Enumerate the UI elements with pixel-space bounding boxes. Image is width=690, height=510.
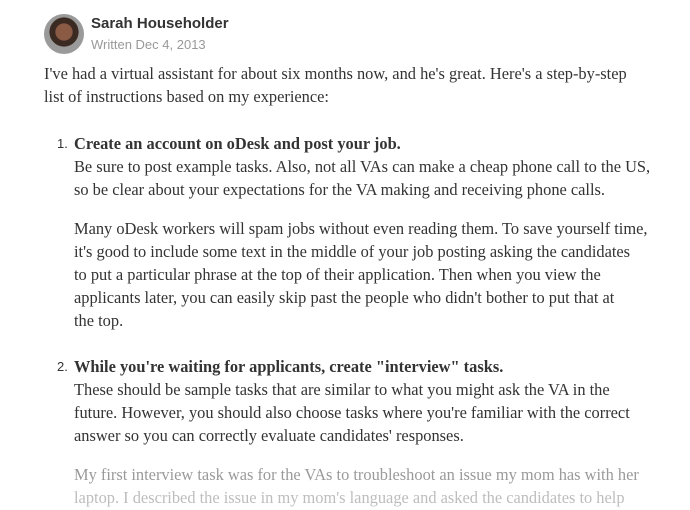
text-line: answer so you can correctly evaluate candidates' responses. — [74, 426, 464, 445]
author-name[interactable]: Sarah Householder — [91, 15, 229, 32]
list-number: 1. — [57, 136, 68, 151]
list-item-heading: While you're waiting for applicants, create "interview" tasks. — [74, 357, 504, 376]
text-line: My first interview task was for the VAs to troubleshoot an issue my mom has with her — [74, 465, 639, 484]
text-line: it's good to include some text in the middle of your job posting asking the candidates — [74, 242, 631, 261]
list-item-heading: Create an account on oDesk and post your job. — [74, 134, 401, 153]
text-line: list of instructions based on my experience: — [44, 87, 329, 106]
text-line: future. However, you should also choose tasks where you're familiar with the correct — [74, 403, 630, 422]
text-line: These should be sample tasks that are similar to what you might ask the VA in the — [74, 380, 610, 399]
list-number: 2. — [57, 359, 68, 374]
text-line: laptop. I described the issue in my mom's language and asked the candidates to help — [74, 488, 625, 507]
paragraph — [74, 463, 684, 509]
text-line: the top. — [74, 311, 124, 330]
written-date[interactable]: Written Dec 4, 2013 — [91, 37, 206, 52]
text-line: to put a particular phrase at the top of their application. Then when you view the — [74, 265, 601, 284]
answer-body — [44, 62, 684, 509]
list-item — [44, 355, 684, 509]
list-item — [44, 132, 684, 332]
author-avatar[interactable] — [44, 14, 84, 54]
text-line: applicants later, you can easily skip past the people who didn't bother to put that at — [74, 288, 615, 307]
intro-paragraph — [44, 62, 684, 108]
text-line: so be clear about your expectations for the VA making and receiving phone calls. — [74, 180, 606, 199]
text-line: Be sure to post example tasks. Also, not all VAs can make a cheap phone call to the US, — [74, 157, 651, 176]
text-line: I've had a virtual assistant for about six months now, and he's great. Here's a step-by-step — [44, 64, 627, 83]
paragraph — [74, 217, 684, 332]
text-line: Many oDesk workers will spam jobs without even reading them. To save yourself time, — [74, 219, 648, 238]
